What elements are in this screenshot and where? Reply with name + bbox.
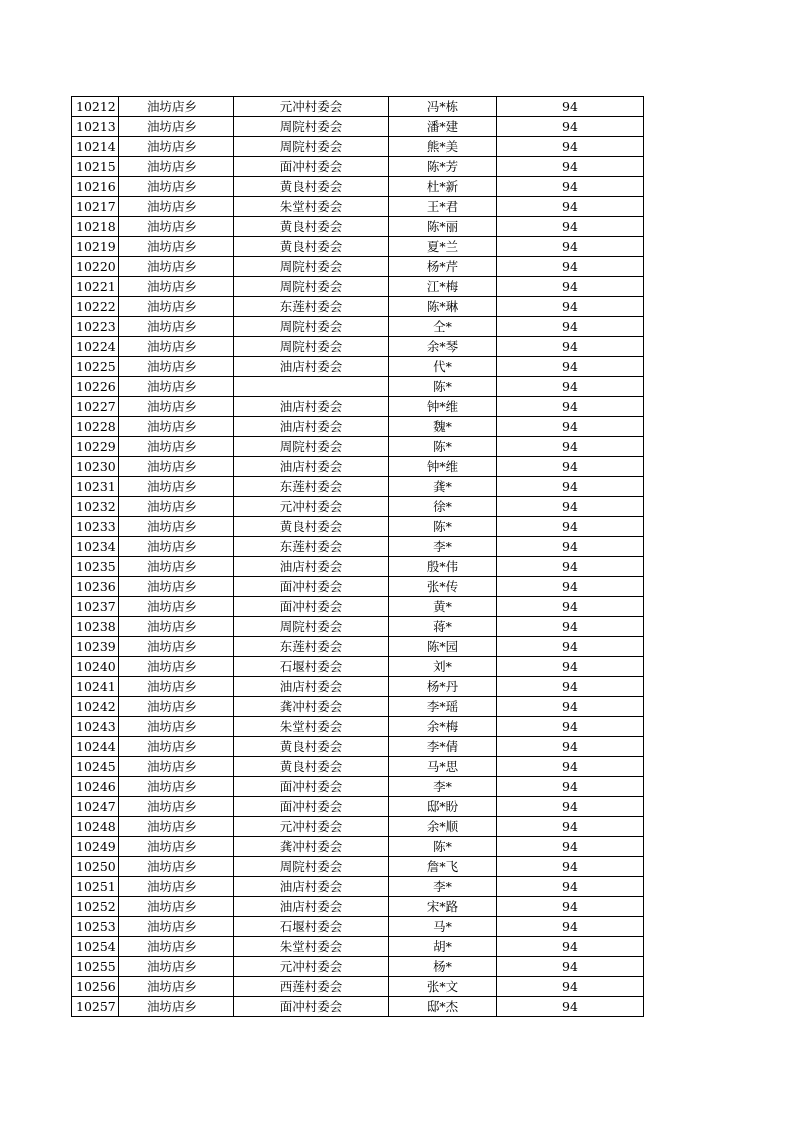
table-row [72,677,644,697]
id-cell: 10222 [72,297,119,317]
township-cell: 油坊店乡 [119,917,234,937]
data-table [71,96,644,1017]
township-cell: 油坊店乡 [119,617,234,637]
id-cell: 10252 [72,897,119,917]
id-cell: 10213 [72,117,119,137]
id-cell: 10234 [72,537,119,557]
person-name-cell: 李* [389,537,497,557]
person-name-cell: 冯*栋 [389,97,497,117]
score-cell: 94 [497,757,644,777]
village-committee-cell: 石堰村委会 [234,917,389,937]
id-cell: 10217 [72,197,119,217]
person-name-cell: 李*倩 [389,737,497,757]
id-cell: 10221 [72,277,119,297]
table-row [72,537,644,557]
id-cell: 10243 [72,717,119,737]
score-cell: 94 [497,817,644,837]
id-cell: 10233 [72,517,119,537]
township-cell: 油坊店乡 [119,737,234,757]
table-row [72,617,644,637]
score-cell: 94 [497,917,644,937]
score-cell: 94 [497,737,644,757]
id-cell: 10212 [72,97,119,117]
table-row [72,357,644,377]
score-cell: 94 [497,377,644,397]
table-row [72,917,644,937]
table-row [72,397,644,417]
person-name-cell: 张*文 [389,977,497,997]
township-cell: 油坊店乡 [119,657,234,677]
score-cell: 94 [497,617,644,637]
id-cell: 10249 [72,837,119,857]
table-row [72,977,644,997]
township-cell: 油坊店乡 [119,977,234,997]
id-cell: 10230 [72,457,119,477]
person-name-cell: 黄* [389,597,497,617]
township-cell: 油坊店乡 [119,477,234,497]
id-cell: 10246 [72,777,119,797]
township-cell: 油坊店乡 [119,557,234,577]
township-cell: 油坊店乡 [119,257,234,277]
village-committee-cell: 元冲村委会 [234,957,389,977]
township-cell: 油坊店乡 [119,297,234,317]
id-cell: 10218 [72,217,119,237]
id-cell: 10231 [72,477,119,497]
township-cell: 油坊店乡 [119,97,234,117]
township-cell: 油坊店乡 [119,437,234,457]
village-committee-cell: 周院村委会 [234,277,389,297]
table-row [72,377,644,397]
village-committee-cell: 朱堂村委会 [234,717,389,737]
village-committee-cell: 周院村委会 [234,437,389,457]
township-cell: 油坊店乡 [119,357,234,377]
person-name-cell: 邸*杰 [389,997,497,1017]
person-name-cell: 熊*美 [389,137,497,157]
score-cell: 94 [497,137,644,157]
village-committee-cell: 黄良村委会 [234,737,389,757]
township-cell: 油坊店乡 [119,317,234,337]
table-row [72,837,644,857]
person-name-cell: 邸*盼 [389,797,497,817]
person-name-cell: 杨* [389,957,497,977]
village-committee-cell: 周院村委会 [234,857,389,877]
village-committee-cell: 周院村委会 [234,617,389,637]
person-name-cell: 蒋* [389,617,497,637]
table-row [72,997,644,1017]
township-cell: 油坊店乡 [119,577,234,597]
score-cell: 94 [497,717,644,737]
township-cell: 油坊店乡 [119,417,234,437]
score-cell: 94 [497,777,644,797]
score-cell: 94 [497,437,644,457]
person-name-cell: 余*琴 [389,337,497,357]
person-name-cell: 马*思 [389,757,497,777]
person-name-cell: 詹*飞 [389,857,497,877]
table-row [72,957,644,977]
township-cell: 油坊店乡 [119,597,234,617]
person-name-cell: 殷*伟 [389,557,497,577]
id-cell: 10253 [72,917,119,937]
person-name-cell: 徐* [389,497,497,517]
score-cell: 94 [497,357,644,377]
township-cell: 油坊店乡 [119,537,234,557]
township-cell: 油坊店乡 [119,857,234,877]
township-cell: 油坊店乡 [119,277,234,297]
table-row [72,697,644,717]
id-cell: 10219 [72,237,119,257]
person-name-cell: 夏*兰 [389,237,497,257]
person-name-cell: 龚* [389,477,497,497]
township-cell: 油坊店乡 [119,397,234,417]
township-cell: 油坊店乡 [119,377,234,397]
table-row [72,337,644,357]
id-cell: 10245 [72,757,119,777]
table-row [72,117,644,137]
score-cell: 94 [497,557,644,577]
id-cell: 10251 [72,877,119,897]
score-cell: 94 [497,257,644,277]
person-name-cell: 魏* [389,417,497,437]
table-body [72,97,644,1017]
village-committee-cell: 元冲村委会 [234,97,389,117]
village-committee-cell: 油店村委会 [234,677,389,697]
person-name-cell: 潘*建 [389,117,497,137]
table-row [72,437,644,457]
score-cell: 94 [497,457,644,477]
person-name-cell: 杨*芹 [389,257,497,277]
score-cell: 94 [497,637,644,657]
score-cell: 94 [497,577,644,597]
score-cell: 94 [497,877,644,897]
township-cell: 油坊店乡 [119,177,234,197]
table-row [72,157,644,177]
id-cell: 10237 [72,597,119,617]
township-cell: 油坊店乡 [119,237,234,257]
village-committee-cell: 面冲村委会 [234,997,389,1017]
person-name-cell: 陈*丽 [389,217,497,237]
township-cell: 油坊店乡 [119,457,234,477]
village-committee-cell: 油店村委会 [234,457,389,477]
table-row [72,517,644,537]
score-cell: 94 [497,197,644,217]
id-cell: 10247 [72,797,119,817]
table-row [72,657,644,677]
person-name-cell: 杜*新 [389,177,497,197]
score-cell: 94 [497,857,644,877]
township-cell: 油坊店乡 [119,797,234,817]
person-name-cell: 陈*琳 [389,297,497,317]
township-cell: 油坊店乡 [119,637,234,657]
person-name-cell: 马* [389,917,497,937]
score-cell: 94 [497,837,644,857]
village-committee-cell: 油店村委会 [234,357,389,377]
table-row [72,937,644,957]
table-row [72,897,644,917]
table-row [72,217,644,237]
person-name-cell: 钟*维 [389,457,497,477]
person-name-cell: 宋*路 [389,897,497,917]
score-cell: 94 [497,497,644,517]
id-cell: 10215 [72,157,119,177]
township-cell: 油坊店乡 [119,817,234,837]
score-cell: 94 [497,677,644,697]
table-row [72,317,644,337]
person-name-cell: 钟*维 [389,397,497,417]
village-committee-cell: 朱堂村委会 [234,937,389,957]
person-name-cell: 陈*园 [389,637,497,657]
village-committee-cell: 油店村委会 [234,397,389,417]
id-cell: 10257 [72,997,119,1017]
id-cell: 10256 [72,977,119,997]
village-committee-cell: 龚冲村委会 [234,837,389,857]
score-cell: 94 [497,477,644,497]
person-name-cell: 代* [389,357,497,377]
village-committee-cell: 周院村委会 [234,337,389,357]
table-row [72,97,644,117]
person-name-cell: 刘* [389,657,497,677]
score-cell: 94 [497,597,644,617]
village-committee-cell: 油店村委会 [234,897,389,917]
person-name-cell: 陈* [389,437,497,457]
village-committee-cell: 黄良村委会 [234,517,389,537]
village-committee-cell: 面冲村委会 [234,157,389,177]
table-row [72,637,644,657]
score-cell: 94 [497,517,644,537]
id-cell: 10226 [72,377,119,397]
table-row [72,497,644,517]
township-cell: 油坊店乡 [119,197,234,217]
table-row [72,877,644,897]
person-name-cell: 余*顺 [389,817,497,837]
village-committee-cell: 周院村委会 [234,317,389,337]
village-committee-cell: 黄良村委会 [234,177,389,197]
township-cell: 油坊店乡 [119,157,234,177]
id-cell: 10220 [72,257,119,277]
village-committee-cell: 元冲村委会 [234,497,389,517]
score-cell: 94 [497,957,644,977]
person-name-cell: 张*传 [389,577,497,597]
id-cell: 10232 [72,497,119,517]
village-committee-cell: 油店村委会 [234,557,389,577]
table-row [72,237,644,257]
township-cell: 油坊店乡 [119,677,234,697]
score-cell: 94 [497,97,644,117]
table-row [72,137,644,157]
id-cell: 10255 [72,957,119,977]
score-cell: 94 [497,537,644,557]
score-cell: 94 [497,277,644,297]
person-name-cell: 李* [389,877,497,897]
id-cell: 10223 [72,317,119,337]
person-name-cell: 仝* [389,317,497,337]
township-cell: 油坊店乡 [119,937,234,957]
village-committee-cell: 面冲村委会 [234,577,389,597]
table-row [72,717,644,737]
township-cell: 油坊店乡 [119,137,234,157]
score-cell: 94 [497,697,644,717]
score-cell: 94 [497,157,644,177]
table-row [72,297,644,317]
table-row [72,417,644,437]
village-committee-cell: 周院村委会 [234,137,389,157]
id-cell: 10227 [72,397,119,417]
village-committee-cell: 油店村委会 [234,417,389,437]
table-row [72,177,644,197]
township-cell: 油坊店乡 [119,337,234,357]
person-name-cell: 王*君 [389,197,497,217]
village-committee-cell: 朱堂村委会 [234,197,389,217]
id-cell: 10214 [72,137,119,157]
table-row [72,597,644,617]
village-committee-cell: 黄良村委会 [234,757,389,777]
score-cell: 94 [497,897,644,917]
township-cell: 油坊店乡 [119,897,234,917]
village-committee-cell: 油店村委会 [234,877,389,897]
table-row [72,577,644,597]
id-cell: 10225 [72,357,119,377]
village-committee-cell [234,377,389,397]
village-committee-cell: 元冲村委会 [234,817,389,837]
table-row [72,817,644,837]
score-cell: 94 [497,657,644,677]
village-committee-cell: 东莲村委会 [234,297,389,317]
score-cell: 94 [497,317,644,337]
township-cell: 油坊店乡 [119,217,234,237]
table-row [72,757,644,777]
score-cell: 94 [497,797,644,817]
id-cell: 10235 [72,557,119,577]
village-committee-cell: 周院村委会 [234,257,389,277]
person-name-cell: 余*梅 [389,717,497,737]
score-cell: 94 [497,177,644,197]
score-cell: 94 [497,397,644,417]
village-committee-cell: 东莲村委会 [234,537,389,557]
township-cell: 油坊店乡 [119,117,234,137]
id-cell: 10254 [72,937,119,957]
table-row [72,197,644,217]
village-committee-cell: 西莲村委会 [234,977,389,997]
score-cell: 94 [497,117,644,137]
id-cell: 10224 [72,337,119,357]
table-row [72,557,644,577]
township-cell: 油坊店乡 [119,517,234,537]
person-name-cell: 陈* [389,517,497,537]
table-row [72,857,644,877]
village-committee-cell: 东莲村委会 [234,477,389,497]
township-cell: 油坊店乡 [119,697,234,717]
village-committee-cell: 黄良村委会 [234,217,389,237]
score-cell: 94 [497,997,644,1017]
village-committee-cell: 面冲村委会 [234,777,389,797]
township-cell: 油坊店乡 [119,497,234,517]
person-name-cell: 江*梅 [389,277,497,297]
township-cell: 油坊店乡 [119,777,234,797]
id-cell: 10242 [72,697,119,717]
village-committee-cell: 黄良村委会 [234,237,389,257]
township-cell: 油坊店乡 [119,877,234,897]
table-row [72,797,644,817]
township-cell: 油坊店乡 [119,957,234,977]
table-row [72,257,644,277]
village-committee-cell: 面冲村委会 [234,597,389,617]
score-cell: 94 [497,337,644,357]
score-cell: 94 [497,297,644,317]
village-committee-cell: 石堰村委会 [234,657,389,677]
id-cell: 10216 [72,177,119,197]
township-cell: 油坊店乡 [119,757,234,777]
person-name-cell: 陈*芳 [389,157,497,177]
person-name-cell: 李*瑶 [389,697,497,717]
person-name-cell: 胡* [389,937,497,957]
village-committee-cell: 东莲村委会 [234,637,389,657]
id-cell: 10250 [72,857,119,877]
id-cell: 10244 [72,737,119,757]
score-cell: 94 [497,217,644,237]
village-committee-cell: 龚冲村委会 [234,697,389,717]
table-row [72,737,644,757]
village-committee-cell: 周院村委会 [234,117,389,137]
table-row [72,777,644,797]
township-cell: 油坊店乡 [119,837,234,857]
table-row [72,477,644,497]
id-cell: 10248 [72,817,119,837]
person-name-cell: 李* [389,777,497,797]
table-row [72,457,644,477]
table-row [72,277,644,297]
person-name-cell: 陈* [389,837,497,857]
person-name-cell: 陈* [389,377,497,397]
id-cell: 10228 [72,417,119,437]
village-committee-cell: 面冲村委会 [234,797,389,817]
person-name-cell: 杨*丹 [389,677,497,697]
score-cell: 94 [497,417,644,437]
township-cell: 油坊店乡 [119,717,234,737]
id-cell: 10236 [72,577,119,597]
score-cell: 94 [497,237,644,257]
score-cell: 94 [497,977,644,997]
id-cell: 10240 [72,657,119,677]
township-cell: 油坊店乡 [119,997,234,1017]
id-cell: 10241 [72,677,119,697]
id-cell: 10229 [72,437,119,457]
score-cell: 94 [497,937,644,957]
id-cell: 10239 [72,637,119,657]
id-cell: 10238 [72,617,119,637]
